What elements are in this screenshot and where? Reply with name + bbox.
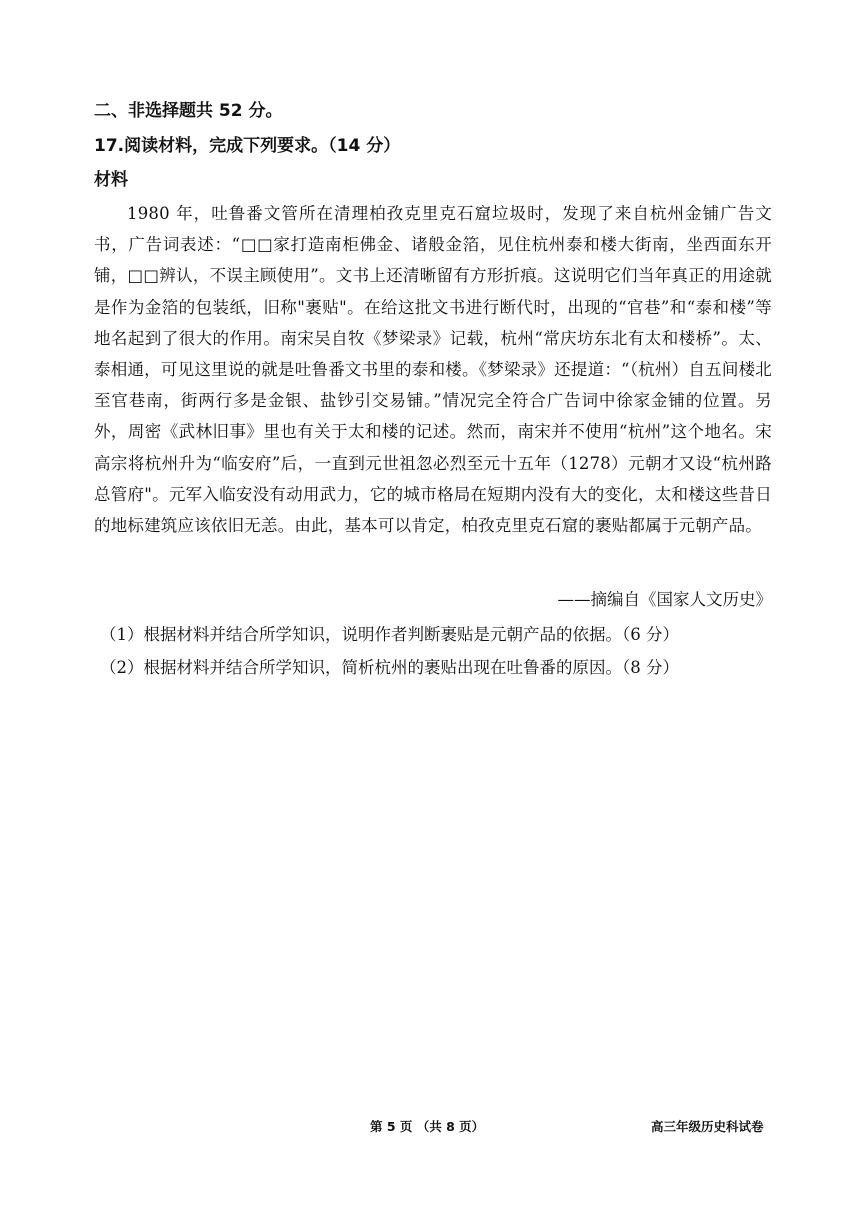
sub-question-2: （2）根据材料并结合所学知识，简析杭州的裹贴出现在吐鲁番的原因。（8 分） <box>100 658 679 677</box>
exam-name: 高三年级历史科试卷 <box>651 1119 764 1134</box>
question-title: 17.阅读材料，完成下列要求。（14 分） <box>94 136 401 156</box>
page-number: 第 5 页 （共 8 页） <box>370 1119 485 1134</box>
material-label: 材料 <box>94 170 128 190</box>
sub-question-1: （1）根据材料并结合所学知识，说明作者判断裹贴是元朝产品的依据。（6 分） <box>100 625 679 644</box>
section-heading: 二、非选择题共 52 分。 <box>94 101 283 121</box>
material-source: ——摘编自《国家人文历史》 <box>557 590 772 609</box>
material-paragraph: 1980 年，吐鲁番文管所在清理柏孜克里克石窟垃圾时，发现了来自杭州金铺广告文书，广告词表述：“□□家打造南柜佛金、诸般金箔，见住杭州泰和楼大街南，坐西面东开铺，□□辨认，不误主顾使用”。文书上还清晰留有方形折痕。这说明它们当年真正的用途就是作为金箔的包装纸，旧称"裹贴"。在给这批文书进行断代时，出现的“官巷”和“泰和楼”等地名起到了很大的作用。南宋吴自牧《梦梁录》记载，杭州“常庆坊东北有太和楼桥”。太、泰相通，可见这里说的就是吐鲁番文书里的泰和楼。《梦梁录》还提道：“（杭州）自五间楼北至官巷南，街两行多是金银、盐钞引交易铺。”情况完全符合广告词中徐家金铺的位置。另外，周密《武林旧事》里也有关于太和楼的记述。然而，南宋并不使用“杭州”这个地名。宋高宗将杭州升为“临安府”后，一直到元世祖忽必烈至元十五年（1278）元朝才又设“杭州路总管府"。元军入临安没有动用武力，它的城市格局在短期内没有大的变化，太和楼这些昔日的地标建筑应该依旧无恙。由此，基本可以肯定，柏孜克里克石窟的裹贴都属于元朝产品。 <box>94 204 772 536</box>
